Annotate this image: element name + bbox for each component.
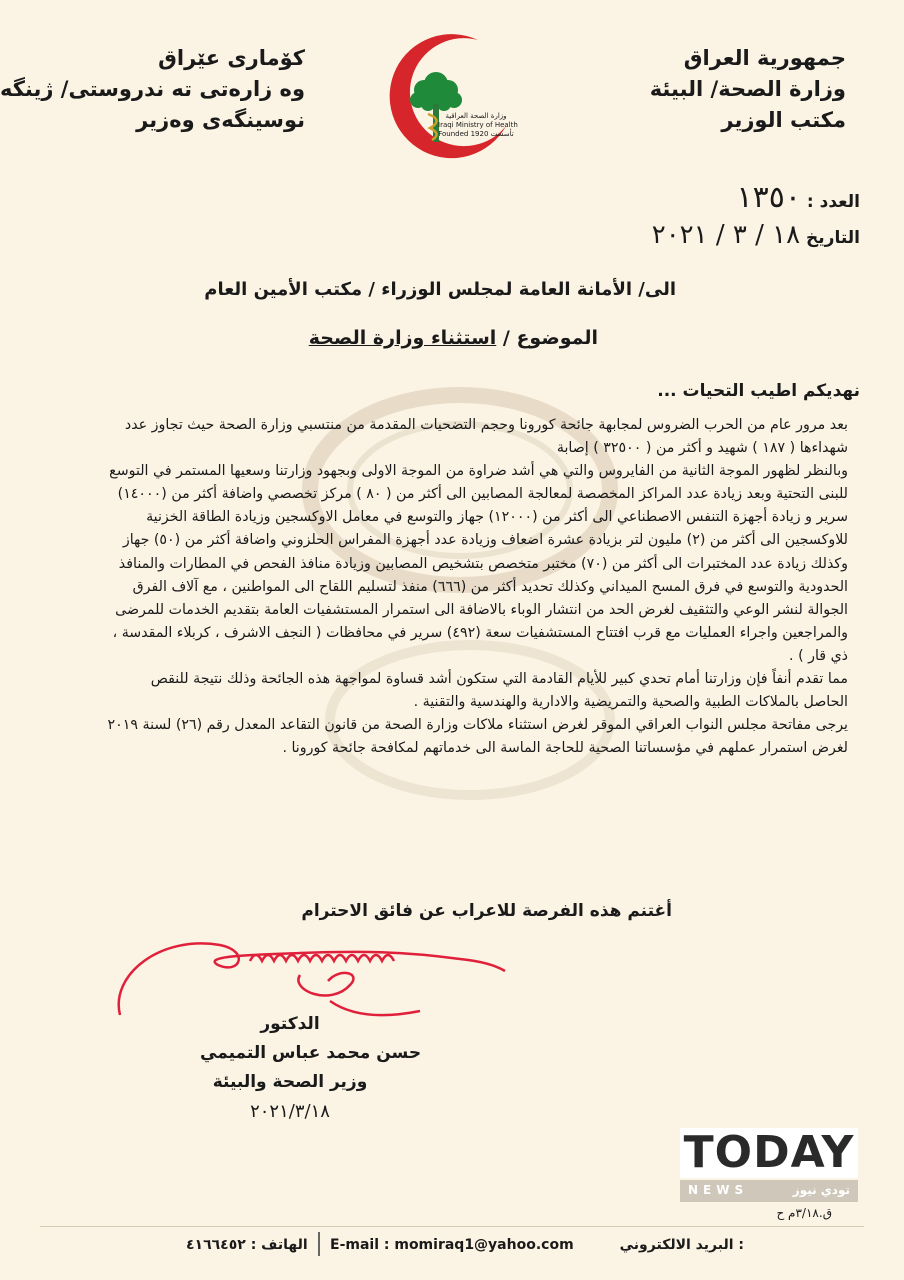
- header-kurdish-ministry: وه زارەتى ته ندروستى/ ژينگه: [0, 77, 305, 101]
- subject-value: استثناء وزارة الصحة: [308, 327, 497, 349]
- today-news-sub-ar: تودي نيوز: [792, 1183, 850, 1197]
- letter-number-value: ١٣٥٠: [736, 180, 801, 215]
- footer-email: E-mail : momiraq1@yahoo.com: [330, 1237, 574, 1253]
- signature-date: ٢٠٢١/٣/١٨: [250, 1101, 330, 1122]
- header-office: مكتب الوزير: [721, 108, 846, 132]
- footer-separator: [318, 1232, 320, 1256]
- body-paragraph-2: وبالنظر لظهور الموجة الثانية من الفايروس والتي هي أشد ضراوة من الموجة الاولى وبجهود وزارتنا وسعيها المستمر في التوسع للبنى التحتية وبعد زيادة عدد المراكز المخصصة لمعالجة المصابين الى أكثر من ( ٨٠ ) مركز تخصصي واضافة أكثر من (١٤٠٠٠) سرير و زيادة أجهزة التنفس الاصطناعي الى أكثر من (١٢٠٠٠) جهاز والتوسع في معامل الاوكسجين وزيادة الطاقة الخزنية للاوكسجين الى أكثر من (٢) مليون لتر بزيادة عشرة اضعاف وزيادة عدد أجهزة المفراس الحلزوني واضافة أكثر من (٥٠) جهاز وكذلك زيادة عدد المختبرات الى أكثر من (٧٠) مختبر متخصص بتشخيص المصابين وزيادة منافذ الفحص في المطارات والمنافذ الحدودية والتوسع في فرق المسح الميداني وكذلك تحديد أكثر من (٦٦٦) منفذ لتسليم اللقاح الى المواطنين ، مع آلاف الفرق الجوالة لنشر الوعي والتثقيف لغرض الحد من انتشار الوباء بالاضافة الى استمرار المستشفيات العامة بتقديم الخدمات للمرضى والمراجعين واجراء العمليات مع قرب افتتاح المستشفيات سعة (٤٩٢) سرير في محافظات ( النجف الاشرف ، كربلاء المقدسة ، ذي قار ) .: [109, 463, 848, 664]
- reference-note: ق.٣/١٨م ح: [776, 1206, 832, 1220]
- body-paragraph-4: يرجى مفاتحة مجلس النواب العراقي الموقر لغرض استثناء ملاكات وزارة الصحة من قانون التقاعد المعدل رقم (٢٦) لسنة ٢٠١٩ لغرض استمرار عملهم في مؤسساتنا الصحية للحاجة الماسة الى خدماتهم لمكافحة جائحة كورونا .: [107, 717, 848, 757]
- crescent-tree-icon: [378, 30, 518, 170]
- header-kurdish-country: کۆماری عێراق: [158, 46, 305, 70]
- signatory-title: الدكتور: [260, 1014, 320, 1034]
- footer-divider: [40, 1226, 864, 1227]
- logo-founded: Founded 1920: [438, 130, 489, 138]
- signatory-name: حسن محمد عباس التميمي: [200, 1043, 422, 1063]
- letter-date-label: التاريخ: [806, 228, 860, 248]
- header-kurdish: [0, 43, 305, 136]
- closing-line: أغتنم هذه الفرصة للاعراب عن فائق الاحترام: [301, 901, 672, 921]
- logo-founded-ar: تأسست: [490, 130, 514, 138]
- addressee: الى/ الأمانة العامة لمجلس الوزراء / مكتب الأمين العام: [204, 279, 676, 300]
- logo-caption-ar: وزارة الصحة العراقية: [445, 112, 507, 120]
- header-kurdish-office: نوسینگەی وەزیر: [136, 108, 305, 132]
- header-ministry: وزارة الصحة/ البيئة: [649, 77, 846, 101]
- letter-number: [737, 180, 860, 215]
- today-news-strip: [680, 1180, 858, 1202]
- body-paragraph-3: مما تقدم أنفاً فإن وزارتنا أمام تحدي كبير للأيام القادمة التي ستكون أشد قساوة لمواجهة هذه الجائحة وذلك نتيجة للنقص الحاصل بالملاكات الطبية والصحية والتمريضية والادارية والهندسية والتقنية .: [150, 671, 848, 711]
- header-country: جمهورية العراق: [683, 46, 846, 70]
- letter-number-label: العدد :: [806, 192, 860, 212]
- ministry-logo: [378, 30, 518, 170]
- footer-email-label: البريد الالكتروني :: [619, 1237, 744, 1253]
- subject-line: [309, 327, 598, 349]
- logo-caption-en: Iraqi Ministry of Health: [438, 121, 518, 129]
- header-arabic: [650, 43, 846, 136]
- letter-date: [652, 220, 860, 250]
- letter-date-value: ١٨ / ٣ / ٢٠٢١: [651, 220, 801, 250]
- handwritten-signature: [100, 915, 520, 1025]
- letter-body: [104, 414, 848, 760]
- signature-block: [200, 1010, 422, 1126]
- body-paragraph-1: بعد مرور عام من الحرب الضروس لمجابهة جائحة كورونا وحجم التضحيات المقدمة من منتسبي وزارة الصحة حيث تجاوز عدد شهداءها ( ١٨٧ ) شهيد و أكثر من ( ٣٢٥٠٠ ) إصابة: [124, 417, 848, 457]
- today-news-logo: TODAY: [680, 1128, 858, 1178]
- subject-label: الموضوع /: [502, 327, 598, 349]
- today-news-sub: NEWS: [688, 1183, 749, 1197]
- greeting: نهديكم اطيب التحيات ...: [657, 381, 860, 401]
- footer-phone: الهاتف : ٤١٦٦٤٥٢: [186, 1237, 308, 1253]
- signatory-position: وزير الصحة والبيئة: [212, 1072, 368, 1092]
